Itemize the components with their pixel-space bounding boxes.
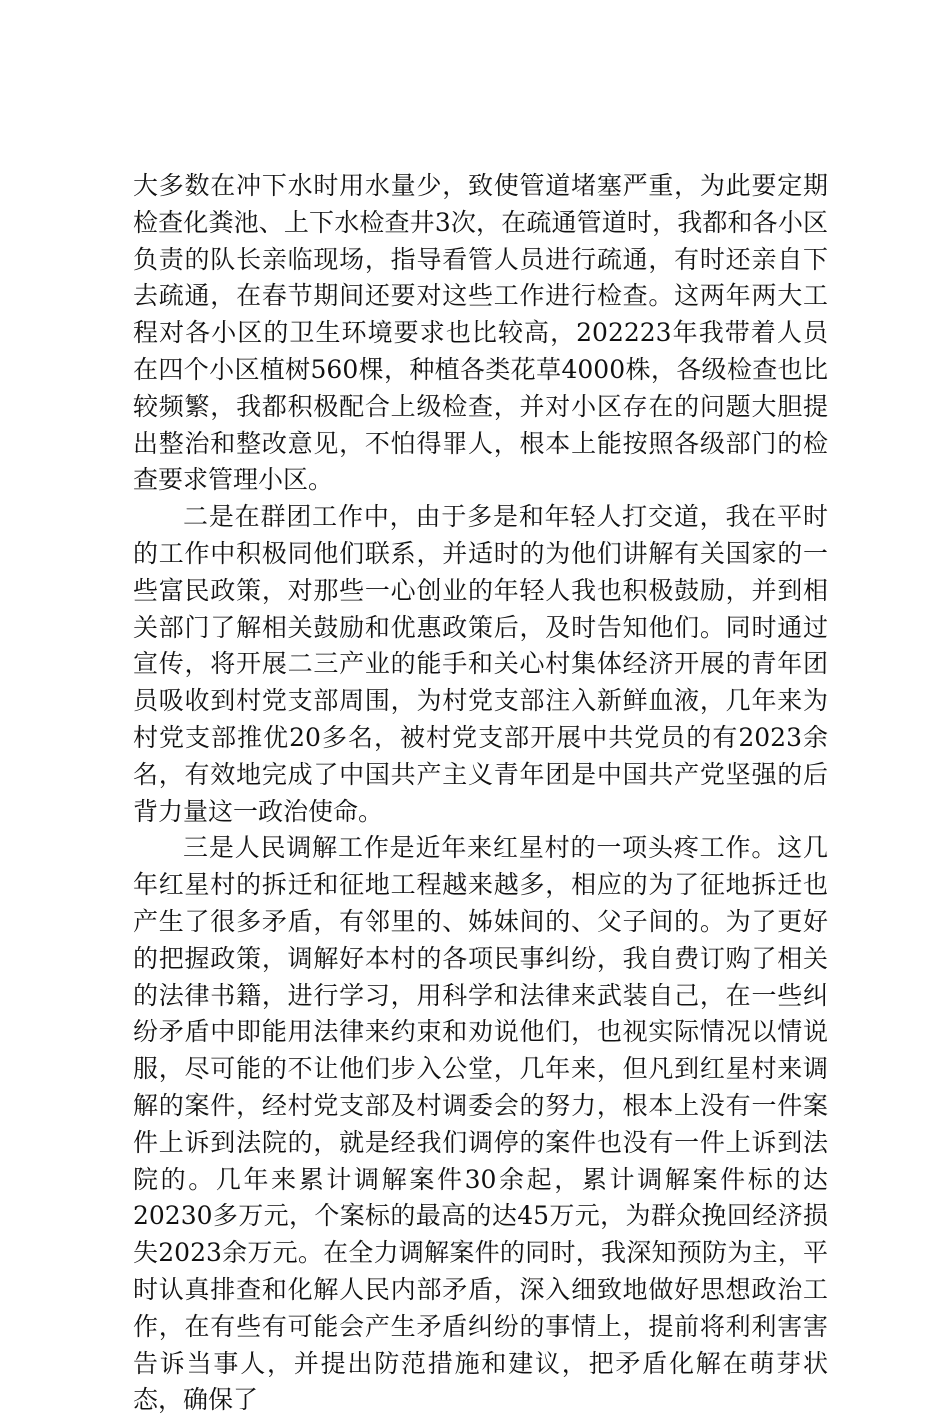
paragraph-mediation-work: 三是人民调解工作是近年来红星村的一项头疼工作。这几年红星村的拆迁和征地工程越来越多，相应的为了征地拆迁也产生了很多矛盾，有邻里的、姊妹间的、父子间的。为了更好的把握政策，调解好本村的各项民事纠纷，我自费订购了相关的法律书籍，进行学习，用科学和法律来武装自己，在一些纠纷矛盾中即能用法律来约束和劝说他们，也视实际情况以情说服，尽可能的不让他们步入公堂，几年来，但凡到红星村来调解的案件，经村党支部及村调委会的努力，根本上没有一件案件上诉到法院的，就是经我们调停的案件也没有一件上诉到法院的。几年来累计调解案件30余起，累计调解案件标的达20230多万元，个案标的最高的达45万元，为群众挽回经济损失2023余万元。在全力调解案件的同时，我深知预防为主，平时认真排查和化解人民内部矛盾，深入细致地做好思想政治工作，在有些有可能会产生矛盾纠纷的事情上，提前将利利害害告诉当事人，并提出防范措施和建议，把矛盾化解在萌芽状态，确保了: [133, 833, 828, 1415]
document-body: [133, 168, 828, 1419]
paragraph-continuation: 大多数在冲下水时用水量少，致使管道堵塞严重，为此要定期检查化粪池、上下水检查井3次，在疏通管道时，我都和各小区负责的队长亲临现场，指导看管人员进行疏通，有时还亲自下去疏通，在春节期间还要对这些工作进行检查。这两年两大工程对各小区的卫生环境要求也比较高，202223年我带着人员在四个小区植树560棵，种植各类花草4000株，各级检查也比较频繁，我都积极配合上级检查，并对小区存在的问题大胆提出整治和整改意见，不怕得罪人，根本上能按照各级部门的检查要求管理小区。: [133, 171, 828, 495]
paragraph-youth-league-work: 二是在群团工作中，由于多是和年轻人打交道，我在平时的工作中积极同他们联系，并适时的为他们讲解有关国家的一些富民政策，对那些一心创业的年轻人我也积极鼓励，并到相关部门了解相关鼓励和优惠政策后，及时告知他们。同时通过宣传，将开展二三产业的能手和关心村集体经济开展的青年团员吸收到村党支部周围，为村党支部注入新鲜血液，几年来为村党支部推优20多名，被村党支部开展中共党员的有2023余名，有效地完成了中国共产主义青年团是中国共产党坚强的后背力量这一政治使命。: [133, 502, 828, 826]
